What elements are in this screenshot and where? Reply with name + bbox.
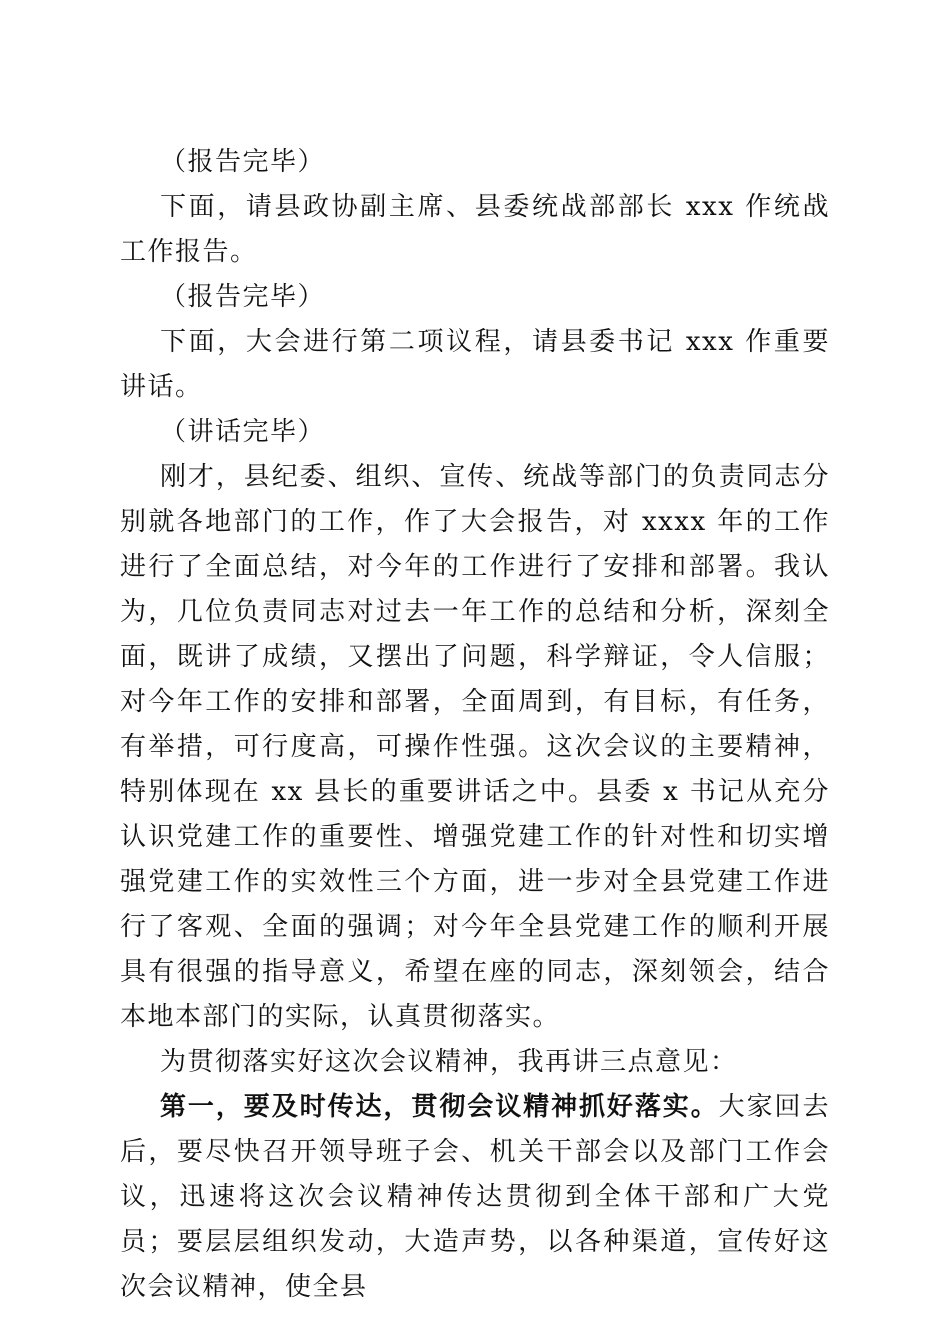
paragraph-text: （讲话完毕）: [160, 417, 326, 447]
paragraph-lead: 第一，要及时传达，贯彻会议精神抓好落实。: [160, 1092, 719, 1122]
paragraph-second-agenda: [120, 320, 830, 410]
document-body: [120, 140, 830, 1310]
paragraph-speech-finished: [120, 410, 830, 455]
paragraph-text: （报告完毕）: [160, 147, 326, 177]
paragraph-united-front-report: [120, 185, 830, 275]
paragraph-text: 下面，大会进行第二项议程，请县委书记 xxx 作重要讲话。: [120, 327, 830, 402]
paragraph-report-finished-2: [120, 275, 830, 320]
paragraph-text: 下面，请县政协副主席、县委统战部部长 xxx 作统战工作报告。: [120, 192, 830, 267]
paragraph-text: 刚才，县纪委、组织、宣传、统战等部门的负责同志分别就各地部门的工作，作了大会报告，对 xxxx 年的工作进行了全面总结，对今年的工作进行了安排和部署。我认为，几位负责同志对过去一年工作的总结和分析，深刻全面，既讲了成绩，又摆出了问题，科学辩证，令人信服；对今年工作的安排和部署，全面周到，有目标，有任务，有举措，可行度高，可操作性强。这次会议的主要精神，特别体现在 xx 县长的重要讲话之中。县委 x 书记从充分认识党建工作的重要性、增强党建工作的针对性和切实增强党建工作的实效性三个方面，进一步对全县党建工作进行了客观、全面的强调；对今年全县党建工作的顺利开展具有很强的指导意义，希望在座的同志，深刻领会，结合本地本部门的实际，认真贯彻落实。: [120, 462, 830, 1032]
paragraph-text: （报告完毕）: [160, 282, 326, 312]
paragraph-text: 大家回去后，要尽快召开领导班子会、机关干部会以及部门工作会议，迅速将这次会议精神传达贯彻到全体干部和广大党员；要层层组织发动，大造声势，以各种渠道，宣传好这次会议精神，使全县: [120, 1092, 830, 1302]
paragraph-summary: [120, 455, 830, 1040]
paragraph-three-opinions: [120, 1040, 830, 1085]
paragraph-report-finished-1: [120, 140, 830, 185]
paragraph-text: 为贯彻落实好这次会议精神，我再讲三点意见：: [160, 1047, 738, 1077]
paragraph-first-opinion: [120, 1085, 830, 1310]
